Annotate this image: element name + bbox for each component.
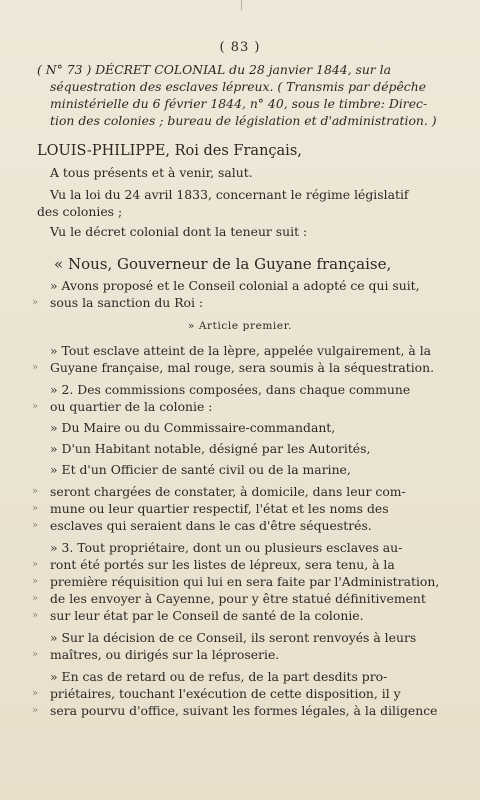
margin-quote-mark: » <box>32 610 39 621</box>
margin-quote-mark: » <box>32 503 39 514</box>
margin-quote-mark: » <box>32 401 39 412</box>
article-3-decision-line-2: maîtres, ou dirigés sur la léproserie. <box>50 647 280 662</box>
margin-quote-mark: » <box>32 297 39 308</box>
article-3-line-1: » 3. Tout propriétaire, dont un ou plusieurs esclaves au- <box>50 540 403 555</box>
article-3-line-4: de les envoyer à Cayenne, pour y être statué définitivement <box>50 591 426 606</box>
margin-quote-mark: » <box>32 576 39 587</box>
article-3-retard-line-2: priétaires, touchant l'exécution de cette disposition, il y <box>50 686 401 701</box>
paragraph-vu-decret: Vu le décret colonial dont la teneur suit : <box>50 224 308 239</box>
margin-quote-mark: » <box>32 486 39 497</box>
king-title: LOUIS-PHILIPPE, Roi des Français, <box>37 143 302 159</box>
margin-quote-mark: » <box>32 705 39 716</box>
nous-gouverneur-heading: « Nous, Gouverneur de la Guyane française, <box>54 255 392 273</box>
article-2-tail-line-3: esclaves qui seraient dans le cas d'être séquestrés. <box>50 518 372 533</box>
article-2-item-officier: » Et d'un Officier de santé civil ou de la marine, <box>50 462 351 477</box>
paragraph-avons-propose-line-1: » Avons proposé et le Conseil colonial a adopté ce qui suit, <box>50 278 420 293</box>
article-2-line-2: ou quartier de la colonie : <box>50 399 213 414</box>
article-2-item-maire: » Du Maire ou du Commissaire-commandant, <box>50 420 336 435</box>
page-fold-mark <box>241 0 242 10</box>
margin-quote-mark: » <box>32 593 39 604</box>
paragraph-vu-loi-line-1: Vu la loi du 24 avril 1833, concernant le régime législatif <box>50 187 409 202</box>
decree-heading-line-1: ( N° 73 ) DÉCRET COLONIAL du 28 janvier 1844, sur la <box>37 62 392 77</box>
article-3-retard-line-3: sera pourvu d'office, suivant les formes légales, à la diligence <box>50 703 438 718</box>
margin-quote-mark: » <box>32 688 39 699</box>
article-3-line-2: ront été portés sur les listes de lépreux, sera tenu, à la <box>50 557 395 572</box>
article-3-retard-line-1: » En cas de retard ou de refus, de la part desdits pro- <box>50 669 388 684</box>
margin-quote-mark: » <box>32 649 39 660</box>
article-3-line-3: première réquisition qui lui en sera faite par l'Administration, <box>50 574 440 589</box>
article-3-decision-line-1: » Sur la décision de ce Conseil, ils seront renvoyés à leurs <box>50 630 417 645</box>
margin-quote-mark: » <box>32 559 39 570</box>
decree-heading-line-3: ministérielle du 6 février 1844, n° 40, sous le timbre: Direc- <box>50 96 428 111</box>
page-number: ( 83 ) <box>219 40 261 55</box>
article-1-line-2: Guyane française, mal rouge, sera soumis à la séquestration. <box>50 360 435 375</box>
article-2-tail-line-2: mune ou leur quartier respectif, l'état et les noms des <box>50 501 389 516</box>
decree-heading-line-4: tion des colonies ; bureau de législation et d'administration. ) <box>50 113 437 128</box>
decree-heading-line-2: séquestration des esclaves lépreux. ( Transmis par dépêche <box>50 79 427 94</box>
margin-quote-mark: » <box>32 520 39 531</box>
paragraph-avons-propose-line-2: sous la sanction du Roi : <box>50 295 204 310</box>
article-3-line-5: sur leur état par le Conseil de santé de la colonie. <box>50 608 364 623</box>
margin-quote-mark: » <box>32 362 39 373</box>
greeting-line: A tous présents et à venir, salut. <box>50 165 253 180</box>
article-2-tail-line-1: seront chargées de constater, à domicile, dans leur com- <box>50 484 406 499</box>
article-2-item-habitant: » D'un Habitant notable, désigné par les Autorités, <box>50 441 371 456</box>
paragraph-vu-loi-line-2: des colonies ; <box>37 204 123 219</box>
article-premier-heading: » Article premier. <box>187 320 293 332</box>
article-1-line-1: » Tout esclave atteint de la lèpre, appelée vulgairement, à la <box>50 343 432 358</box>
article-2-line-1: » 2. Des commissions composées, dans chaque commune <box>50 382 411 397</box>
